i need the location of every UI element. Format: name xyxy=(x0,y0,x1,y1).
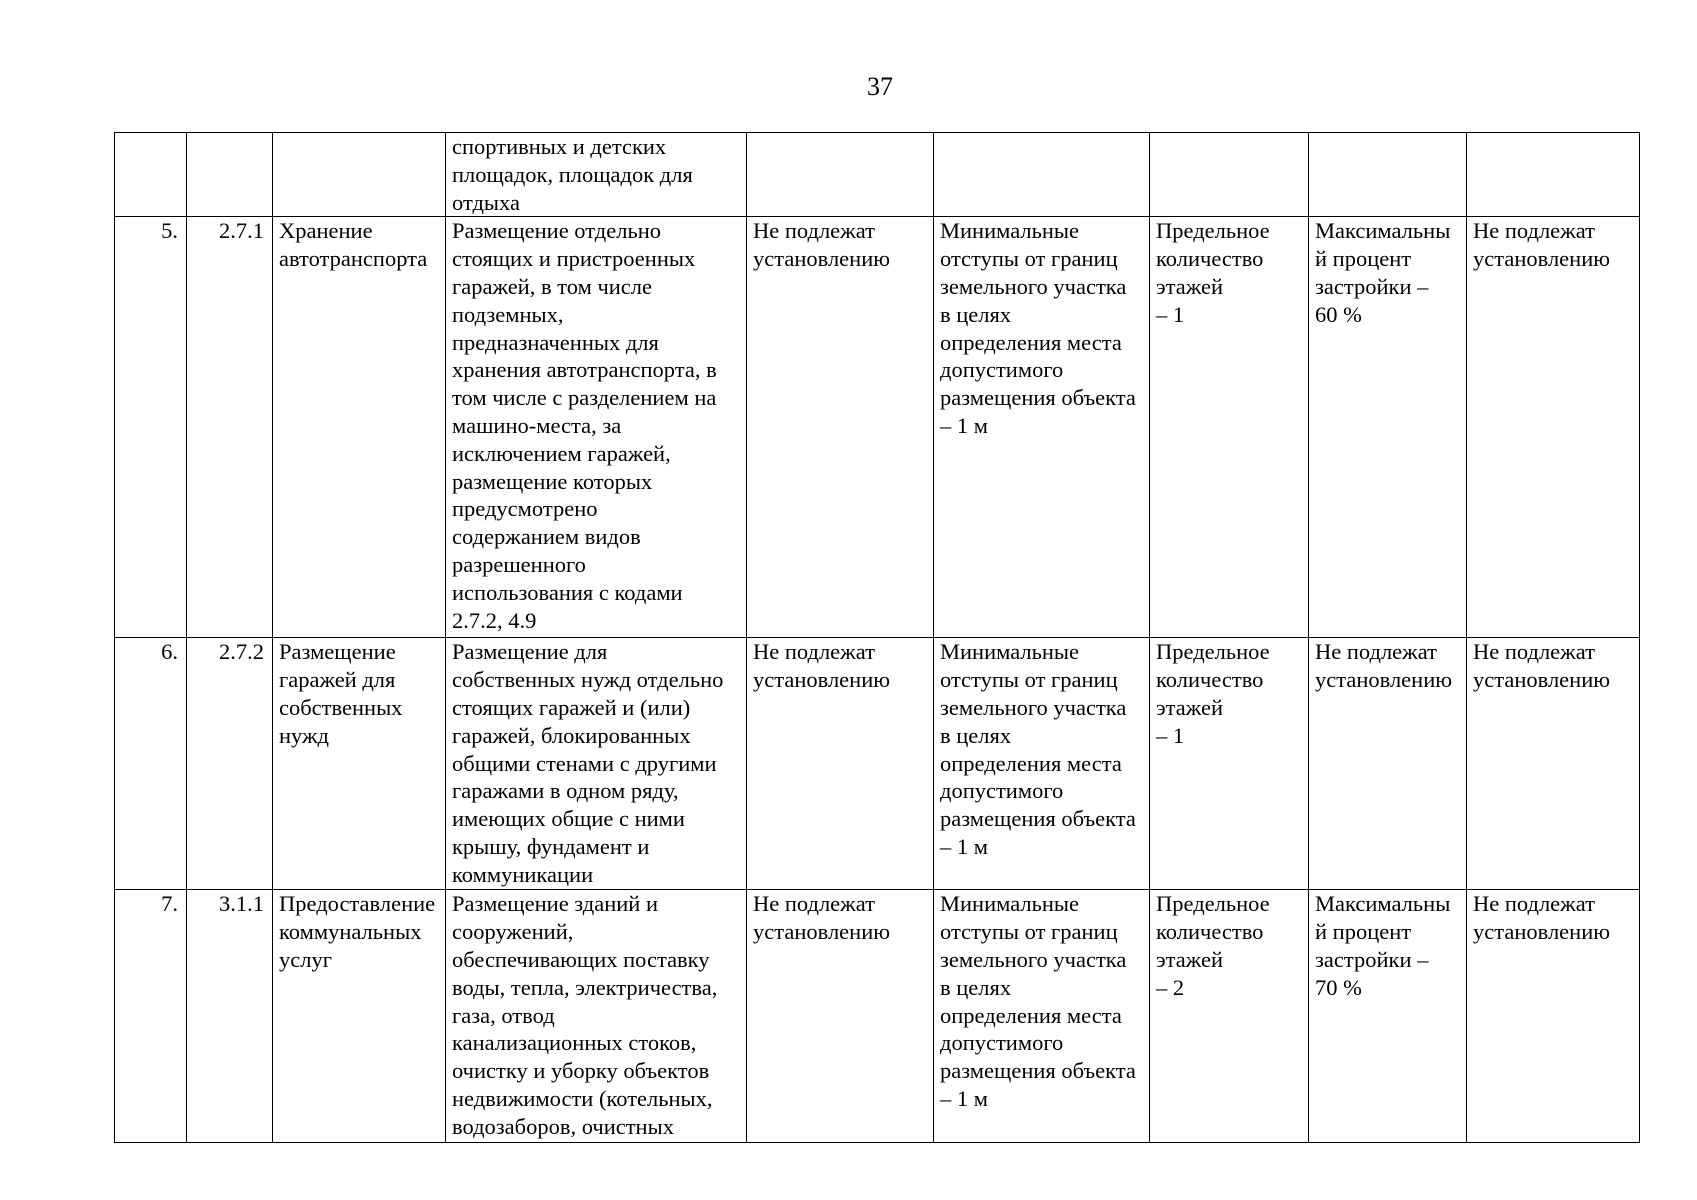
other-params-cell xyxy=(1467,133,1640,217)
page-number: 37 xyxy=(867,72,893,101)
cell-text-line: допустимого xyxy=(940,778,1064,804)
cell-text-line: собственных нужд отдельно xyxy=(452,667,724,693)
cell-text-line: размещение которых xyxy=(452,468,653,494)
cell-text-line: допустимого xyxy=(940,1030,1064,1056)
use-description-cell xyxy=(446,890,747,1143)
cell-text-line: установлению xyxy=(1473,919,1611,945)
coverage-cell xyxy=(1309,890,1467,1143)
cell-text-line: Предельное xyxy=(1156,639,1270,665)
cell-text-line: в целях xyxy=(940,974,1012,1000)
cell-text-line: собственных xyxy=(279,694,403,720)
coverage-cell xyxy=(1309,217,1467,638)
cell-text-line: недвижимости (котельных, xyxy=(452,1085,713,1111)
cell-text-line: в целях xyxy=(940,301,1012,327)
plot-size-cell xyxy=(747,133,934,217)
cell-text-line: этажей xyxy=(1156,273,1224,299)
plot-size-cell xyxy=(747,638,934,890)
cell-text-line: – 1 м xyxy=(940,833,988,859)
use-name-cell xyxy=(273,133,446,217)
setbacks-cell xyxy=(934,890,1150,1143)
cell-text-line: количество xyxy=(1156,919,1264,945)
cell-text-line: Не подлежат xyxy=(753,639,875,665)
cell-text-line: использования с кодами xyxy=(452,579,683,605)
floors-cell xyxy=(1150,638,1309,890)
cell-text-line: – 2 xyxy=(1156,974,1185,1000)
use-code-cell xyxy=(187,133,273,217)
setbacks-cell xyxy=(934,638,1150,890)
cell-text-line: – 1 м xyxy=(940,412,988,438)
cell-text-line: отдыха xyxy=(452,189,520,215)
cell-text-line: этажей xyxy=(1156,946,1224,972)
cell-text-line: очистку и уборку объектов xyxy=(452,1058,710,1084)
cell-text-line: разрешенного xyxy=(452,551,586,577)
cell-text-line: Минимальные xyxy=(940,218,1080,244)
floors-cell xyxy=(1150,133,1309,217)
cell-text-line: установлению xyxy=(753,919,891,945)
cell-text-line: Минимальные xyxy=(940,639,1080,665)
cell-text-line: гаражей, в том числе xyxy=(452,273,653,299)
cell-text-line: размещения объекта xyxy=(940,806,1136,832)
cell-text-line: гаражами в одном ряду, xyxy=(452,778,679,804)
cell-text-line: Размещение xyxy=(279,639,396,665)
cell-text-line: предусмотрено xyxy=(452,496,598,522)
cell-text-line: гаражей, блокированных xyxy=(452,722,691,748)
cell-text-line: отступы от границ xyxy=(940,919,1118,945)
cell-text-line: стоящих и пристроенных xyxy=(452,246,696,272)
cell-text-line: – 1 xyxy=(1156,722,1185,748)
cell-text-line: содержанием видов xyxy=(452,524,641,550)
other-params-cell xyxy=(1467,890,1640,1143)
cell-text-line: этажей xyxy=(1156,694,1224,720)
cell-text-line: хранения автотранспорта, в xyxy=(452,357,717,383)
cell-text-line: Не подлежат xyxy=(1473,639,1595,665)
row-number-cell: 6. xyxy=(115,638,187,890)
cell-text-line: Предоставление xyxy=(279,891,436,917)
cell-text-line: обеспечивающих поставку xyxy=(452,946,710,972)
cell-text-line: установлению xyxy=(753,246,891,272)
cell-text-line: земельного участка xyxy=(940,694,1127,720)
cell-text-line: Хранение xyxy=(279,218,373,244)
cell-text-line: – 1 xyxy=(1156,301,1185,327)
use-code-cell: 2.7.2 xyxy=(187,638,273,890)
cell-text-line: определения места xyxy=(940,750,1122,776)
cell-text-line: автотранспорта xyxy=(279,246,428,272)
use-name-cell xyxy=(273,638,446,890)
cell-text-line: й процент xyxy=(1315,246,1412,272)
cell-text-line: установлению xyxy=(753,667,891,693)
use-name-cell xyxy=(273,890,446,1143)
cell-text-line: 70 % xyxy=(1315,974,1362,1000)
cell-text-line: Предельное xyxy=(1156,891,1270,917)
cell-text-line: том числе с разделением на xyxy=(452,385,717,411)
coverage-cell xyxy=(1309,638,1467,890)
cell-text-line: отступы от границ xyxy=(940,246,1118,272)
coverage-cell xyxy=(1309,133,1467,217)
row-number-cell: 7. xyxy=(115,890,187,1143)
cell-text-line: общими стенами с другими xyxy=(452,750,717,776)
use-name-cell xyxy=(273,217,446,638)
table-row xyxy=(115,890,1640,1143)
row-number-cell: 5. xyxy=(115,217,187,638)
cell-text-line: Максимальны xyxy=(1315,891,1451,917)
cell-text-line: й процент xyxy=(1315,919,1412,945)
cell-text-line: услуг xyxy=(279,946,332,972)
cell-text-line: Минимальные xyxy=(940,891,1080,917)
cell-text-line: количество xyxy=(1156,667,1264,693)
cell-text-line: отступы от границ xyxy=(940,667,1118,693)
table-row xyxy=(115,133,1640,217)
use-code-cell: 3.1.1 xyxy=(187,890,273,1143)
cell-text-line: машино-места, за xyxy=(452,412,622,438)
cell-text-line: Не подлежат xyxy=(1473,891,1595,917)
cell-text-line: Размещение зданий и xyxy=(452,891,659,917)
cell-text-line: 2.7.2, 4.9 xyxy=(452,607,537,633)
cell-text-line: установлению xyxy=(1473,246,1611,272)
cell-text-line: имеющих общие с ними xyxy=(452,806,685,832)
plot-size-cell xyxy=(747,217,934,638)
cell-text-line: определения места xyxy=(940,1002,1122,1028)
cell-text-line: Размещение отдельно xyxy=(452,218,662,244)
cell-text-line: застройки – xyxy=(1315,946,1429,972)
cell-text-line: земельного участка xyxy=(940,273,1127,299)
other-params-cell xyxy=(1467,638,1640,890)
setbacks-cell xyxy=(934,133,1150,217)
cell-text-line: Максимальны xyxy=(1315,218,1451,244)
use-description-cell xyxy=(446,638,747,890)
cell-text-line: Не подлежат xyxy=(1315,639,1437,665)
cell-text-line: Размещение для xyxy=(452,639,608,665)
floors-cell xyxy=(1150,217,1309,638)
cell-text-line: 60 % xyxy=(1315,301,1362,327)
cell-text-line: сооружений, xyxy=(452,919,574,945)
other-params-cell xyxy=(1467,217,1640,638)
plot-size-cell xyxy=(747,890,934,1143)
cell-text-line: площадок, площадок для xyxy=(452,161,693,187)
cell-text-line: Предельное xyxy=(1156,218,1270,244)
cell-text-line: коммуникации xyxy=(452,861,594,887)
table-row xyxy=(115,217,1640,638)
use-code-cell: 2.7.1 xyxy=(187,217,273,638)
cell-text-line: размещения объекта xyxy=(940,385,1136,411)
land-use-table xyxy=(114,132,1640,1143)
cell-text-line: земельного участка xyxy=(940,946,1127,972)
cell-text-line: спортивных и детских xyxy=(452,134,667,159)
cell-text-line: определения места xyxy=(940,329,1122,355)
cell-text-line: размещения объекта xyxy=(940,1058,1136,1084)
cell-text-line: подземных, xyxy=(452,301,564,327)
cell-text-line: допустимого xyxy=(940,357,1064,383)
cell-text-line: застройки – xyxy=(1315,273,1429,299)
cell-text-line: Не подлежат xyxy=(1473,218,1595,244)
cell-text-line: нужд xyxy=(279,722,329,748)
cell-text-line: стоящих гаражей и (или) xyxy=(452,694,691,720)
cell-text-line: установлению xyxy=(1473,667,1611,693)
cell-text-line: установлению xyxy=(1315,667,1453,693)
cell-text-line: крышу, фундамент и xyxy=(452,833,650,859)
cell-text-line: канализационных стоков, xyxy=(452,1030,697,1056)
row-number-cell xyxy=(115,133,187,217)
use-description-cell xyxy=(446,217,747,638)
cell-text-line: водозаборов, очистных xyxy=(452,1113,674,1139)
cell-text-line: гаражей для xyxy=(279,667,396,693)
cell-text-line: предназначенных для xyxy=(452,329,659,355)
cell-text-line: – 1 м xyxy=(940,1085,988,1111)
cell-text-line: Не подлежат xyxy=(753,891,875,917)
cell-text-line: газа, отвод xyxy=(452,1002,555,1028)
cell-text-line: исключением гаражей, xyxy=(452,440,671,466)
cell-text-line: в целях xyxy=(940,722,1012,748)
cell-text-line: Не подлежат xyxy=(753,218,875,244)
cell-text-line: воды, тепла, электричества, xyxy=(452,974,718,1000)
use-description-cell xyxy=(446,133,747,217)
table-row xyxy=(115,638,1640,890)
cell-text-line: количество xyxy=(1156,246,1264,272)
floors-cell xyxy=(1150,890,1309,1143)
setbacks-cell xyxy=(934,217,1150,638)
cell-text-line: коммунальных xyxy=(279,919,422,945)
